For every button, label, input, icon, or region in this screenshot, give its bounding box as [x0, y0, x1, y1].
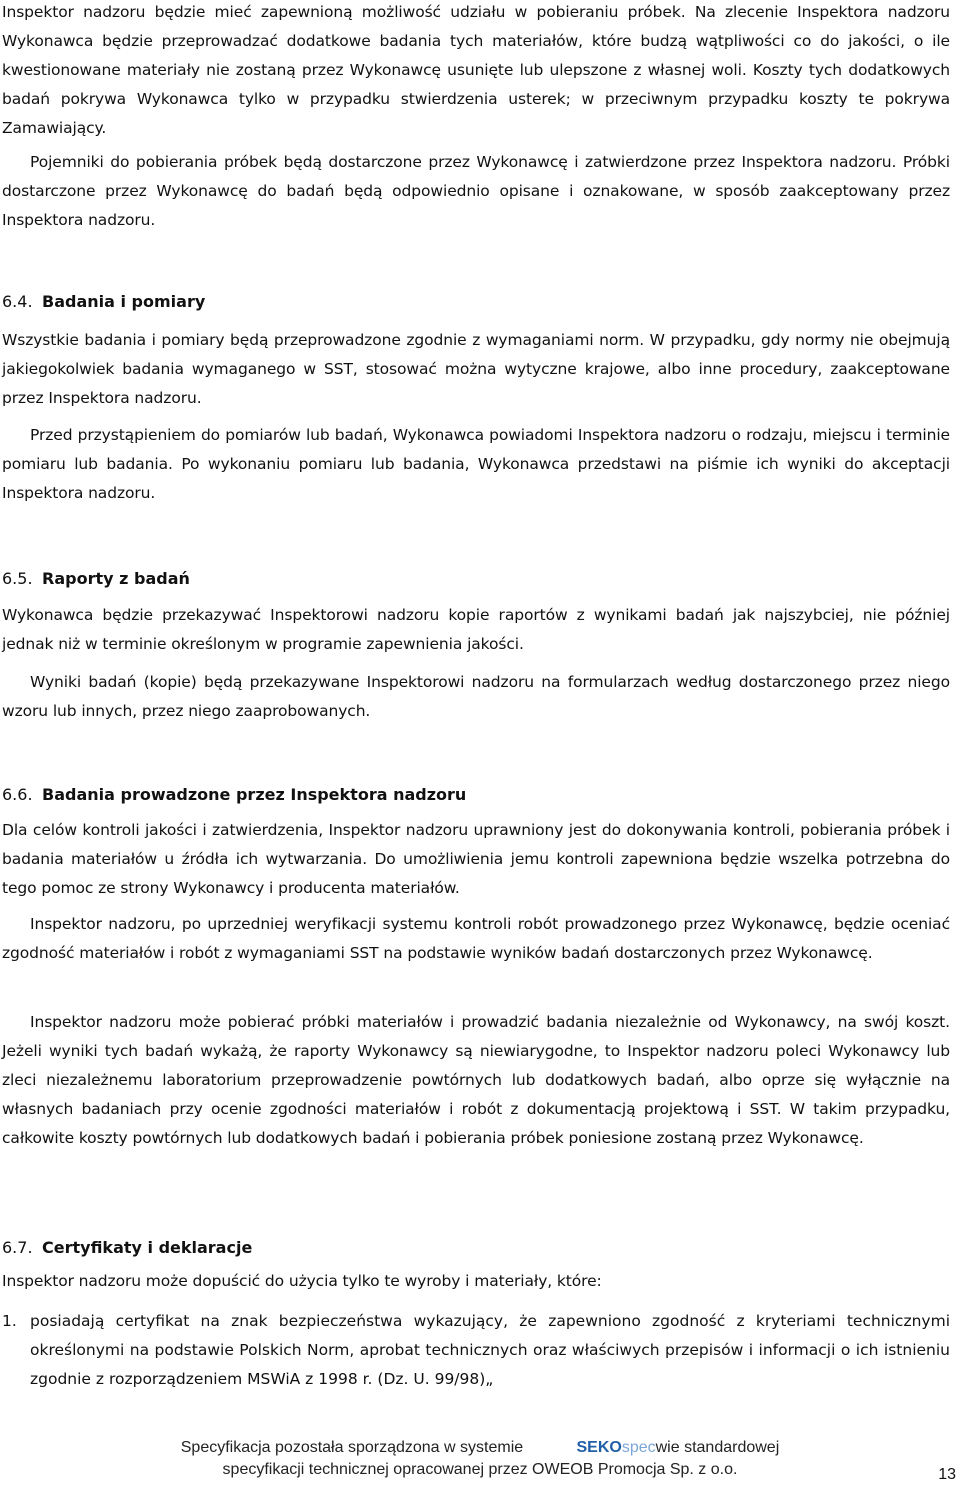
section-heading-6-4	[2, 287, 205, 316]
footer-text-post: wie standardowej	[655, 1439, 780, 1456]
paragraph-inspector-evaluation: Inspektor nadzoru, po uprzedniej weryfikacji systemu kontroli robót prowadzonego przez Wykonawcę, będzie oceniać zgodność materiałów i robót z wymaganiami SST na podstawie wyników badań dostarczonych przez Wykonawcę.	[2, 915, 950, 962]
paragraph-tests-standards: Wszystkie badania i pomiary będą przeprowadzone zgodnie z wymaganiami norm. W przypadku, gdy normy nie obejmują jakiegokolwiek badania wymaganego w SST, stosować można wytyczne krajowe, albo inne procedury, zaakceptowane przez Inspektora nadzoru.	[2, 331, 950, 407]
section-title: Raporty z badań	[42, 569, 190, 588]
paragraph-inspector-own-tests: Inspektor nadzoru może pobierać próbki materiałów i prowadzić badania niezależnie od Wykonawcy, na swój koszt. Jeżeli wyniki tych badań wykażą, że raporty Wykonawcy są niewiarygodne, to Inspektor nadzoru poleci Wykonawcy lub zleci niezależnemu laboratorium przeprowadzenie powtórnych lub dodatkowych badań, albo oprze się wyłącznie na własnych badaniach przy ocenie zgodności materiałów i robót z dokumentacją projektową i SST. W takim przypadku, całkowite koszty powtórnych lub dodatkowych badań i pobierania próbek poniesione zostaną przez Wykonawcę.	[2, 1013, 950, 1147]
section-title: Certyfikaty i deklaracje	[42, 1238, 253, 1257]
section-heading-6-5	[2, 564, 190, 593]
brand-spec: spec	[621, 1439, 656, 1456]
section-number: 6.7.	[2, 1238, 33, 1257]
section-title: Badania prowadzone przez Inspektora nadzoru	[42, 785, 467, 804]
paragraph-certificates-intro: Inspektor nadzoru może dopuścić do użycia tylko te wyroby i materiały, które:	[2, 1272, 602, 1290]
section-heading-6-6	[2, 780, 466, 809]
section-number: 6.6.	[2, 785, 33, 804]
list-item	[2, 1307, 950, 1394]
paragraph-sample-containers: Pojemniki do pobierania próbek będą dostarczone przez Wykonawcę i zatwierdzone przez Inspektora nadzoru. Próbki dostarczone przez Wykonawcę do badań będą odpowiednio opisane i oznakowane, w sposób zaakceptowany przez Inspektora nadzoru.	[2, 153, 950, 229]
paragraph-report-delivery: Wykonawca będzie przekazywać Inspektorowi nadzoru kopie raportów z wynikami badań jak najszybciej, nie później jednak niż w terminie określonym w programie zapewnienia jakości.	[2, 606, 950, 653]
list-item-text: posiadają certyfikat na znak bezpieczeństwa wykazujący, że zapewniono zgodność z kryteriami technicznymi określonymi na podstawie Polskich Norm, aprobat technicznych oraz właściwych przepisów i informacji o ich istnieniu zgodnie z rozporządzeniem MSWiA z 1998 r. (Dz. U. 99/98)„	[30, 1312, 950, 1388]
section-title: Badania i pomiary	[42, 292, 206, 311]
section-number: 6.4.	[2, 292, 33, 311]
section-heading-6-7	[2, 1233, 252, 1262]
paragraph-tests-notification: Przed przystąpieniem do pomiarów lub badań, Wykonawca powiadomi Inspektora nadzoru o rodzaju, miejscu i terminie pomiaru lub badania. Po wykonaniu pomiaru lub badania, Wykonawca przedstawi na piśmie ich wyniki do akceptacji Inspektora nadzoru.	[2, 426, 950, 502]
section-number: 6.5.	[2, 569, 33, 588]
footer-line-1	[0, 1437, 960, 1459]
list-item-number: 1.	[2, 1312, 17, 1330]
footer-text-pre: Specyfikacja pozostała sporządzona w systemie	[180, 1439, 524, 1456]
page-number: 13	[938, 1466, 956, 1483]
paragraph-sampling-participation: Inspektor nadzoru będzie mieć zapewnioną możliwość udziału w pobieraniu próbek. Na zlecenie Inspektora nadzoru Wykonawca będzie przeprowadzać dodatkowe badania tych materiałów, które budzą wątpliwości co do jakości, o ile kwestionowane materiały nie zostaną przez Wykonawcę usunięte lub ulepszone z własnej woli. Koszty tych dodatkowych badań pokrywa Wykonawca tylko w przypadku stwierdzenia usterek; w przeciwnym przypadku koszty te pokrywa Zamawiający.	[2, 3, 950, 137]
paragraph-inspector-control: Dla celów kontroli jakości i zatwierdzenia, Inspektor nadzoru uprawniony jest do dokonywania kontroli, pobierania próbek i badania materiałów u źródła ich wytwarzania. Do umożliwienia jemu kontroli zapewniona będzie wszelka potrzebna do tego pomoc ze strony Wykonawcy i producenta materiałów.	[2, 821, 950, 897]
footer-line-2: specyfikacji technicznej opracowanej przez OWEOB Promocja Sp. z o.o.	[222, 1461, 738, 1478]
brand-seko: SEKO	[576, 1439, 622, 1456]
paragraph-report-forms: Wyniki badań (kopie) będą przekazywane Inspektorowi nadzoru na formularzach według dostarczonego przez niego wzoru lub innych, przez niego zaaprobowanych.	[2, 673, 950, 720]
page-footer	[0, 1437, 960, 1481]
